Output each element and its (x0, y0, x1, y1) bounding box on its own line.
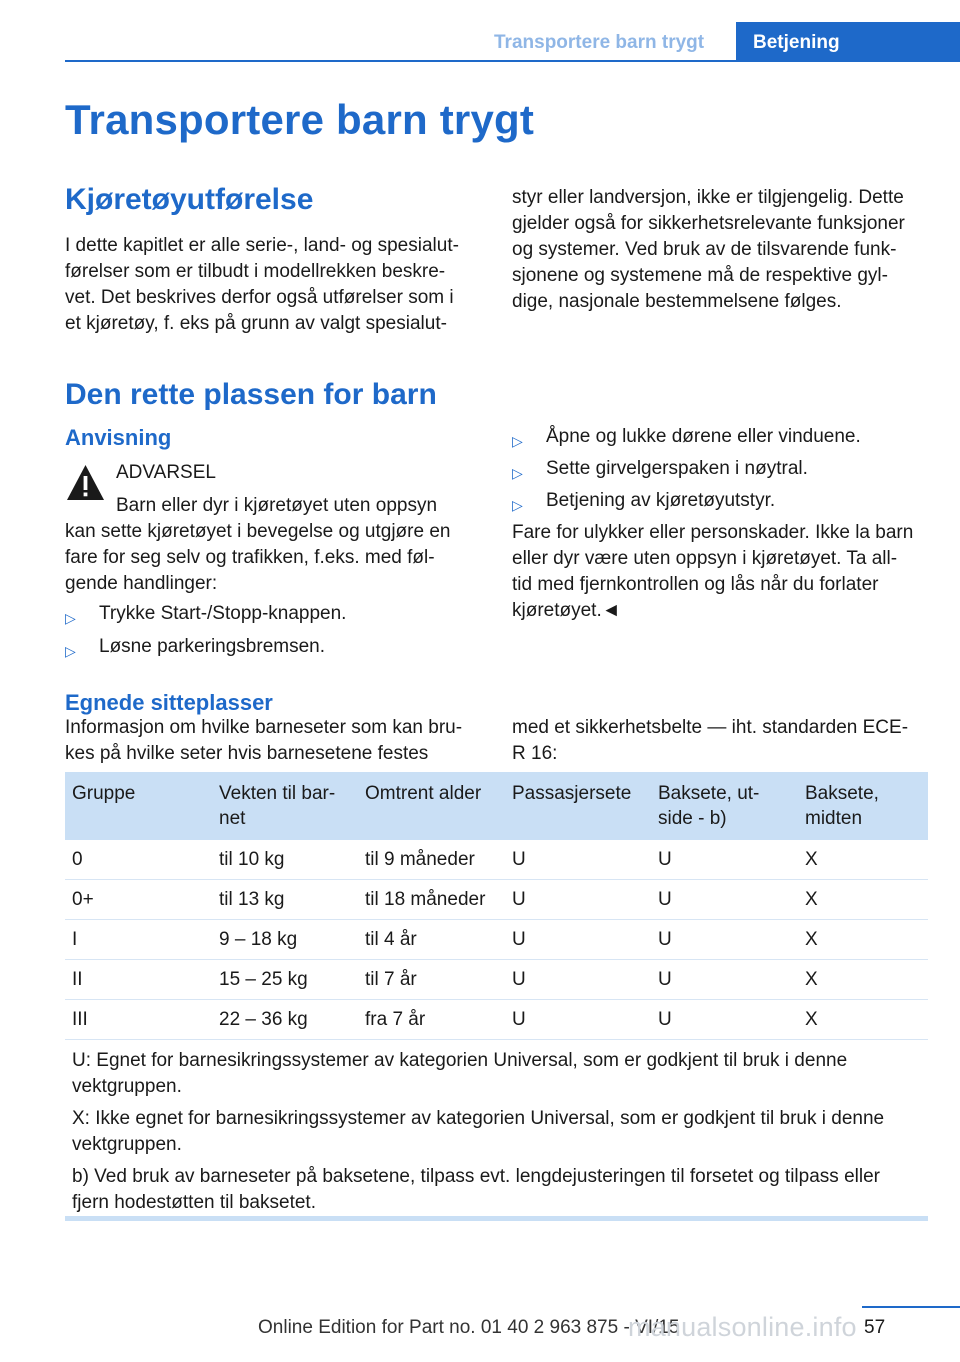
table-cell: til 4 år (358, 920, 505, 960)
footer-edition: Online Edition for Part no. 01 40 2 963 875 - VI/15 (258, 1317, 680, 1338)
vehicle-text-right (512, 185, 932, 315)
text-line: et kjøretøy, f. eks på grunn av valgt spesialut- (65, 313, 447, 334)
warning-text (65, 519, 481, 597)
text-line: b) Ved bruk av barneseter på baksetene, tilpass evt. lengdejusteringen til forsetet og tilpass eller (72, 1166, 880, 1187)
header-chapter-tab[interactable]: Betjening (736, 22, 960, 62)
column-header-age: Omtrent alder (358, 772, 505, 840)
text-line: tid med fjernkontrollen og lås når du forlater (512, 574, 879, 595)
table-cell: X (798, 920, 928, 960)
table-notes (65, 1040, 928, 1229)
bullet-triangle-icon: ▷ (512, 465, 523, 481)
text-line: sjonene og systemene må de respektive gyl- (512, 265, 888, 286)
text-line: Informasjon om hvilke barneseter som kan bru- (65, 717, 463, 738)
table-cell: til 10 kg (212, 840, 358, 880)
watermark: manualsonline.info (628, 1312, 857, 1342)
seats-intro-left (65, 715, 481, 767)
text-line: U: Egnet for barnesikringssystemer av kategorien Universal, som er godkjent til bruk i denne (72, 1050, 848, 1071)
table-cell: U (505, 880, 651, 920)
text-line: Fare for ulykker eller personskader. Ikke la barn (512, 522, 914, 543)
warning-icon (65, 462, 106, 503)
table-cell: X (798, 840, 928, 880)
table-row (65, 920, 928, 960)
warning-label: ADVARSEL (116, 462, 216, 483)
header-rule (65, 60, 928, 62)
table-cell: til 9 måneder (358, 840, 505, 880)
table-cell: 15 – 25 kg (212, 960, 358, 1000)
text-line: X: Ikke egnet for barnesikringssystemer av kategorien Universal, som er godkjent til bruk i denne (72, 1108, 885, 1129)
table-cell: 22 – 36 kg (212, 1000, 358, 1040)
seats-heading: Egnede sitteplasser (65, 690, 273, 715)
page-title: Transportere barn trygt (65, 96, 535, 143)
table-cell: III (65, 1000, 212, 1040)
vehicle-text-left (65, 233, 481, 337)
text-line: gende handlinger: (65, 573, 218, 594)
child-place-heading: Den rette plassen for barn (65, 378, 437, 411)
table-cell: 0+ (65, 880, 212, 920)
vehicle-heading: Kjøretøyutførelse (65, 183, 314, 216)
column-header-rear-outer: Baksete, ut- side - b) (651, 772, 798, 840)
note-universal (72, 1048, 922, 1100)
text-line: vektgruppen. (72, 1134, 182, 1155)
text-line: I dette kapitlet er alle serie-, land- og spesialut- (65, 235, 459, 256)
table-cell: U (505, 920, 651, 960)
table-notes-row (65, 1040, 928, 1229)
column-header-group: Gruppe (65, 772, 212, 840)
text-line: med et sikkerhetsbelte — iht. standarden ECE- (512, 717, 909, 738)
warning-line-first: Barn eller dyr i kjøretøyet uten oppsyn (116, 495, 438, 516)
danger-text (512, 520, 932, 624)
table-cell: U (651, 960, 798, 1000)
text-line: dige, nasjonale bestemmelsene følges. (512, 291, 842, 312)
column-header-passenger-seat: Passasjersete (505, 772, 651, 840)
table-cell: X (798, 880, 928, 920)
table-cell: U (651, 840, 798, 880)
bullet-triangle-icon: ▷ (65, 643, 76, 659)
page-number: 57 (864, 1317, 886, 1338)
table-cell: I (65, 920, 212, 960)
text-line: fjern hodestøtten til baksetet. (72, 1192, 316, 1213)
note-not-suitable (72, 1106, 922, 1158)
note-rear-seat (72, 1164, 922, 1216)
text-line: eller dyr være uten oppsyn i kjøretøyet. Ta all- (512, 548, 898, 569)
table-cell: 9 – 18 kg (212, 920, 358, 960)
table-row (65, 840, 928, 880)
table-cell: U (505, 1000, 651, 1040)
table-cell: U (505, 840, 651, 880)
table-row (65, 960, 928, 1000)
table-cell: U (651, 920, 798, 960)
text-line: kan sette kjøretøyet i bevegelse og utgjøre en (65, 521, 451, 542)
table-cell: II (65, 960, 212, 1000)
table-cell: U (505, 960, 651, 1000)
footer-rule (862, 1306, 960, 1308)
table-header-row (65, 772, 928, 840)
child-seat-table (65, 772, 928, 1228)
table-cell: til 7 år (358, 960, 505, 1000)
text-line: vet. Det beskrives derfor også utførelser som i (65, 287, 454, 308)
text-line: førelser som er tilbudt i modellrekken beskre- (65, 261, 446, 282)
table-row (65, 880, 928, 920)
table-cell: U (651, 880, 798, 920)
seats-intro-right (512, 715, 932, 767)
table-cell: X (798, 1000, 928, 1040)
text-line: gjelder også for sikkerhetsrelevante funksjoner (512, 213, 905, 234)
table-cell: fra 7 år (358, 1000, 505, 1040)
bullet-triangle-icon: ▷ (65, 610, 76, 626)
table-cell: 0 (65, 840, 212, 880)
column-header-rear-middle: Baksete, midten (798, 772, 928, 840)
table-row (65, 1000, 928, 1040)
note-heading: Anvisning (65, 425, 172, 450)
table-cell: U (651, 1000, 798, 1040)
text-line: og systemer. Ved bruk av de tilsvarende funk- (512, 239, 897, 260)
table-cell: til 13 kg (212, 880, 358, 920)
text-line: R 16: (512, 743, 558, 764)
table-cell: til 18 måneder (358, 880, 505, 920)
table-cell: X (798, 960, 928, 1000)
table-bottom-rule (65, 1216, 928, 1221)
bullet-triangle-icon: ▷ (512, 497, 523, 513)
bullet-triangle-icon: ▷ (512, 433, 523, 449)
text-line: kes på hvilke seter hvis barnesetene festes (65, 743, 429, 764)
header-section-title: Transportere barn trygt (494, 32, 705, 53)
text-line: vektgruppen. (72, 1076, 182, 1097)
text-line: styr eller landversjon, ikke er tilgjengelig. Dette (512, 187, 904, 208)
text-line: fare for seg selv og trafikken, f.eks. med føl- (65, 547, 435, 568)
column-header-weight: Vekten til bar- net (212, 772, 358, 840)
text-line: kjøretøyet.◄ (512, 600, 621, 621)
